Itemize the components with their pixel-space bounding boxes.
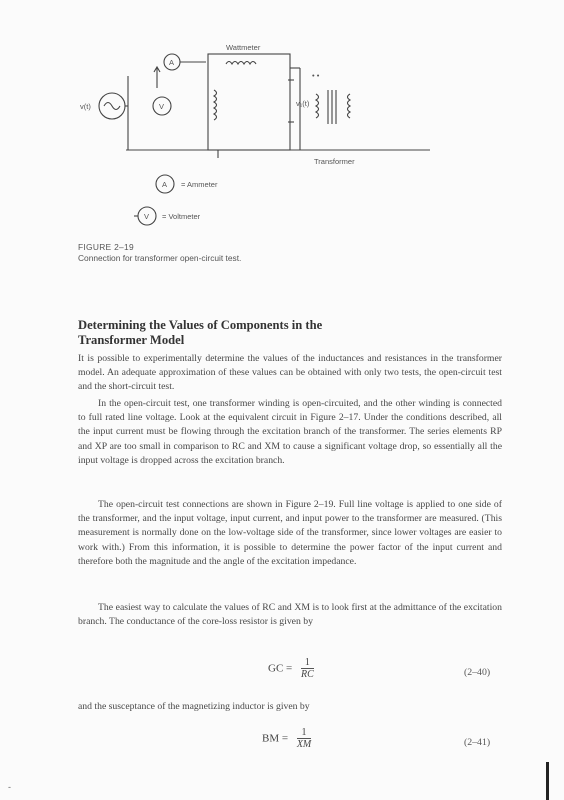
- terminal-dots: • •: [312, 71, 320, 80]
- between-text: and the susceptance of the magnetizing inductor is given by: [78, 701, 310, 712]
- paragraph-2: In the open-circuit test, one transformer winding is open-circuited, and the other winding is connected to full rated line voltage. Look at the equivalent circuit in Figure 2–17. Under the conditions described, all the input current must be flowing through the excitation branch of the transformer. The series elements RP and XP are too small in comparison to RC and XM to cause a significant voltage drop, so essentially all the input voltage is dropped across the excitation branch.: [78, 398, 502, 466]
- page-edge-mark: [546, 762, 549, 800]
- figure-number: FIGURE 2–19: [78, 242, 134, 252]
- equation-2-40-number: (2–40): [464, 667, 491, 678]
- wattmeter-box: [208, 54, 290, 150]
- secondary-winding-icon: [348, 94, 351, 118]
- figure-caption: [78, 242, 241, 264]
- figure-caption-text: Connection for transformer open-circuit test.: [78, 253, 242, 263]
- paragraph-4: The easiest way to calculate the values of RC and XM is to look first at the admittance of the excitation branch. The conductance of the core-loss resistor is given by: [78, 602, 502, 628]
- paragraph-1: It is possible to experimentally determine the values of the inductances and resistances in the transformer model. An adequate approximation of these values can be obtained with only two tests, the open-circuit test and the short-circuit test.: [78, 353, 502, 393]
- section-heading-line-1: Determining the Values of Components in the: [78, 318, 323, 332]
- voltmeter-letter: V: [159, 102, 165, 111]
- voltage-coil-icon: [214, 90, 217, 120]
- equation-2-40-denominator: RC: [300, 669, 314, 680]
- equation-2-41-fraction: [297, 727, 311, 751]
- primary-voltage-label: v₁(t): [296, 99, 310, 108]
- stray-mark: -: [8, 782, 11, 792]
- equation-2-41-denominator: XM: [296, 739, 312, 750]
- equation-2-41: [262, 727, 311, 751]
- paragraph-3: The open-circuit test connections are shown in Figure 2–19. Full line voltage is applied to one side of the transformer, and the input voltage, input current, and input power to the transformer are measured. (This measurement is normally done on the low-voltage side of the transformer, since lower voltages are easier to work with.) From this information, it is possible to determine the power factor of the input current and therefore both the magnitude and the angle of the excitation impedance.: [78, 499, 502, 567]
- equation-2-41-numerator: 1: [297, 727, 311, 739]
- legend-voltmeter-text: = Voltmeter: [162, 212, 201, 221]
- equation-2-40-numerator: 1: [301, 657, 314, 669]
- primary-winding-icon: [316, 94, 319, 118]
- ammeter-letter: A: [169, 58, 175, 67]
- current-coil-icon: [226, 62, 256, 65]
- legend-ammeter-text: = Ammeter: [181, 180, 218, 189]
- equation-2-40-fraction: [301, 657, 314, 681]
- equation-2-41-number: (2–41): [464, 737, 491, 748]
- equation-2-40: [268, 657, 314, 681]
- open-circuit-test-figure: [78, 28, 478, 243]
- wattmeter-label: Wattmeter: [226, 43, 261, 52]
- equation-2-40-lhs: GC =: [268, 662, 293, 675]
- sine-wave-icon: [104, 103, 120, 110]
- section-heading: [78, 318, 498, 348]
- circuit-diagram: [78, 28, 478, 243]
- legend-voltmeter-letter: V: [144, 212, 150, 221]
- legend-ammeter-letter: A: [162, 180, 168, 189]
- equation-2-41-lhs: BM =: [262, 732, 289, 745]
- source-label: v(t): [80, 102, 91, 111]
- section-heading-line-2: Transformer Model: [78, 333, 185, 347]
- transformer-label: Transformer: [314, 157, 355, 166]
